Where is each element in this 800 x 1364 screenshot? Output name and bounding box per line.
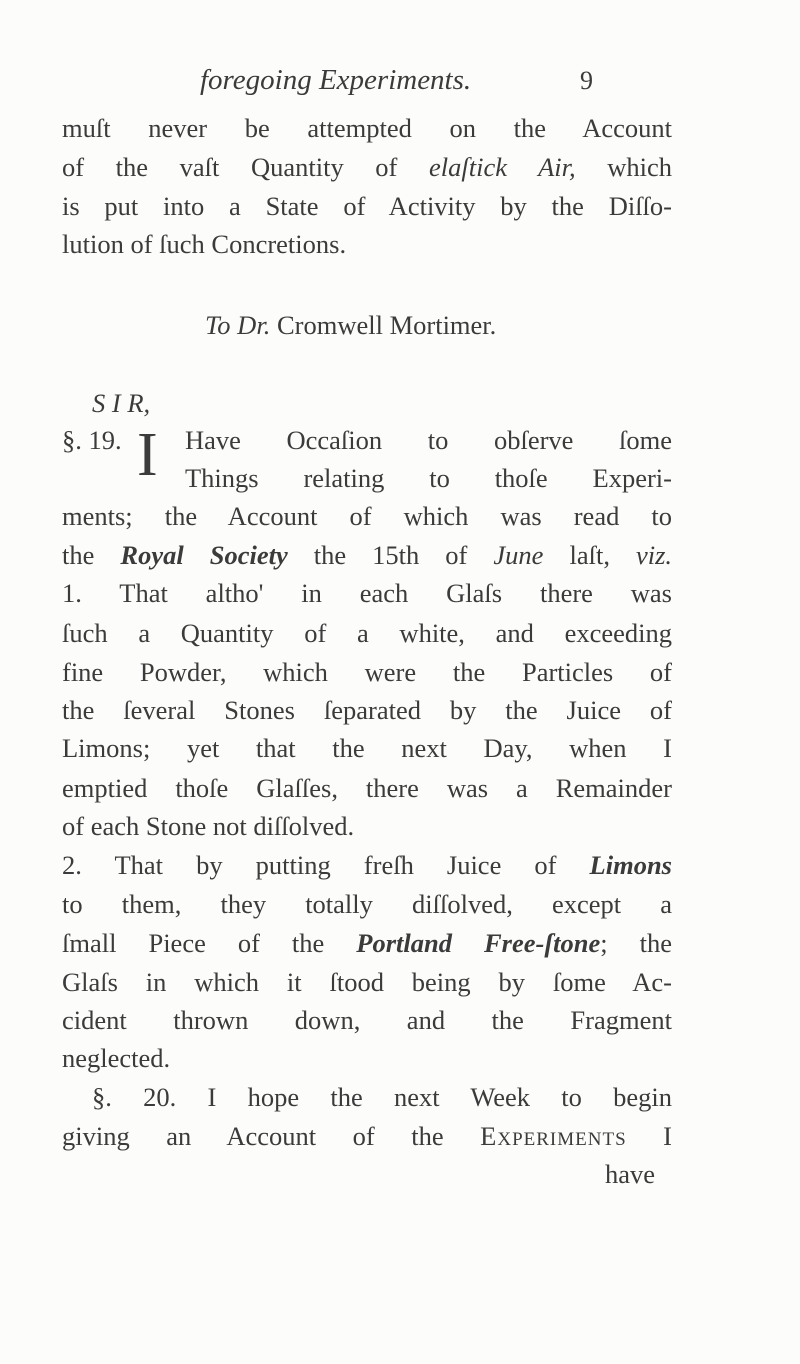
recipient-name: Cromwell Mortimer.: [276, 310, 497, 340]
text-line: [62, 151, 672, 183]
text: 2. That by putting freſh Juice of: [62, 850, 557, 880]
salutation: S I R,: [92, 388, 151, 418]
text-line: fine Powder, which were the Particles of: [62, 657, 672, 687]
letter-address: [205, 309, 496, 341]
text: ſmall Piece of the: [62, 928, 325, 958]
text: To Dr.: [205, 310, 271, 340]
italic-term: Limons: [589, 850, 672, 880]
text: which: [607, 152, 673, 182]
italic-term: Royal Society: [120, 540, 288, 570]
italic-term: June: [493, 540, 544, 570]
text: the: [62, 540, 95, 570]
text-line: emptied thoſe Glaſſes, there was a Remainder: [62, 773, 672, 803]
drop-cap: I: [137, 421, 158, 489]
text-line: neglected.: [62, 1043, 171, 1073]
text-line: of each Stone not diſſolved.: [62, 811, 355, 841]
text-line: lution of ſuch Concretions.: [62, 229, 347, 259]
text-line: to them, they totally diſſolved, except a: [62, 889, 672, 919]
catchword: have: [605, 1159, 656, 1189]
page-number: 9: [580, 66, 593, 95]
text-line: [62, 1120, 672, 1152]
text-line: muſt never be attempted on the Account: [62, 113, 672, 143]
text-line: the ſeveral Stones ſeparated by the Juice of: [62, 695, 672, 725]
running-title: foregoing Experiments.: [200, 64, 472, 96]
text: ; the: [600, 928, 672, 958]
text: I: [663, 1121, 672, 1151]
italic-term: elaſtick Air,: [429, 152, 576, 182]
italic-term: Portland Free-ſtone: [356, 928, 601, 958]
text-line: Glaſs in which it ſtood being by ſome Ac-: [62, 967, 672, 997]
text-line: is put into a State of Activity by the Diſſo-: [62, 191, 672, 221]
text-line: Things relating to thoſe Experi-: [185, 463, 672, 493]
text-line: cident thrown down, and the Fragment: [62, 1005, 672, 1035]
text: the 15th of: [313, 540, 468, 570]
text-line: §. 20. I hope the next Week to begin: [92, 1082, 672, 1112]
text-line: Have Occaſion to obſerve ſome: [185, 425, 672, 455]
italic-term: viz.: [635, 540, 673, 570]
text-line: [62, 927, 672, 959]
text-line: ſuch a Quantity of a white, and exceeding: [62, 618, 672, 648]
text: giving an Account of the: [62, 1121, 444, 1151]
text-line: 1. That altho' in each Glaſs there was: [62, 578, 672, 608]
text-line: Limons; yet that the next Day, when I: [62, 733, 672, 763]
text-line: [62, 539, 672, 571]
text-line: [62, 849, 672, 881]
small-caps-term: Experiments: [480, 1121, 627, 1151]
text: of the vaſt Quantity of: [62, 152, 398, 182]
text-line: ments; the Account of which was read to: [62, 501, 672, 531]
section-number: §. 19.: [62, 425, 122, 455]
text: laſt,: [569, 540, 610, 570]
